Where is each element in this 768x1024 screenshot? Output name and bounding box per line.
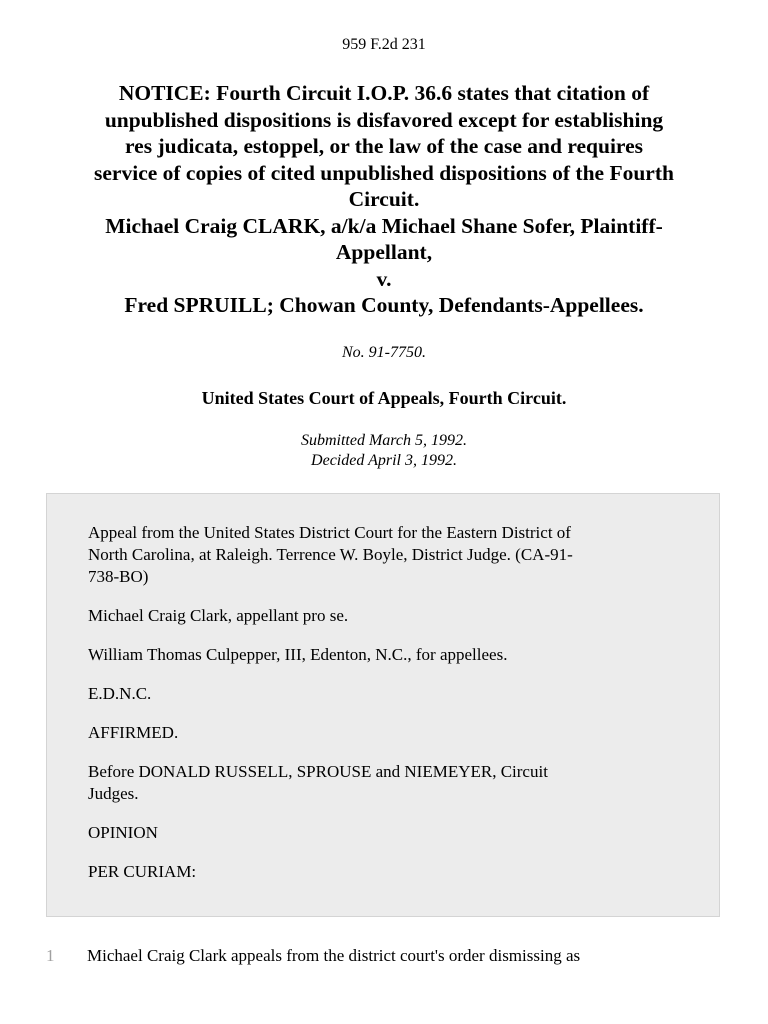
notice-line: NOTICE: Fourth Circuit I.O.P. 36.6 states that citation of (118, 81, 650, 105)
appellant-counsel: Michael Craig Clark, appellant pro se. (88, 606, 349, 625)
disposition: AFFIRMED. (88, 723, 179, 742)
docket-number: No. 91-7750. (342, 344, 426, 361)
notice-line: unpublished dispositions is disfavored except for establishing (104, 107, 664, 132)
notice-line: res judicata, estoppel, or the law of the case and requires (125, 134, 643, 158)
case-citation: 959 F.2d 231 (342, 36, 426, 53)
appeal-line: Appeal from the United States District Court for the Eastern District of (88, 523, 571, 542)
submitted-date: Submitted March 5, 1992. (300, 432, 468, 449)
paragraph-number: 1 (46, 946, 55, 965)
judges-panel (88, 761, 671, 805)
judges-line: Before DONALD RUSSELL, SPROUSE and NIEMEYER, Circuit (88, 762, 548, 781)
decided-date: Decided April 3, 1992. (311, 452, 457, 469)
appeal-line: North Carolina, at Raleigh. Terrence W. Boyle, District Judge. (CA-91- (88, 545, 573, 564)
district-abbrev: E.D.N.C. (88, 684, 152, 703)
case-info-box (46, 493, 720, 917)
party-line: Fred SPRUILL; Chowan County, Defendants-Appellees. (124, 293, 644, 317)
party-line: Appellant, (335, 240, 433, 264)
paragraph-text: Michael Craig Clark appeals from the district court's order dismissing as (87, 946, 581, 965)
appellees-counsel: William Thomas Culpepper, III, Edenton, N.C., for appellees. (88, 645, 508, 664)
per-curiam-label: PER CURIAM: (88, 862, 197, 881)
case-dates (0, 431, 768, 471)
case-caption (40, 80, 728, 319)
notice-line: service of copies of cited unpublished dispositions of the Fourth (94, 160, 674, 185)
notice-line: Circuit. (348, 187, 420, 211)
judges-line: Judges. (88, 784, 139, 803)
appeal-line: 738-BO) (88, 567, 149, 586)
versus-line: v. (376, 266, 392, 291)
party-line: Michael Craig CLARK, a/k/a Michael Shane Sofer, Plaintiff- (105, 213, 663, 238)
appeal-info (88, 522, 671, 588)
court-name: United States Court of Appeals, Fourth Circuit. (201, 388, 567, 408)
opinion-label: OPINION (88, 823, 158, 842)
